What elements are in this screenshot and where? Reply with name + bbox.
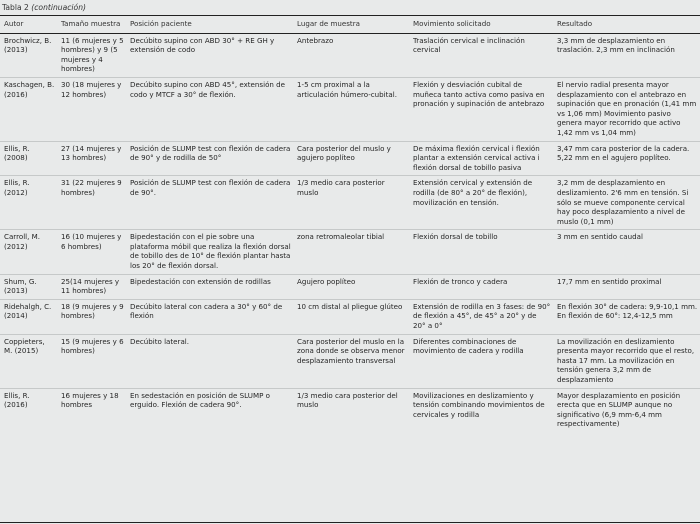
cell-position: En sedestación en posición de SLUMP o erguido. Flexión de cadera 90°. — [130, 390, 270, 410]
cell-position: Posición de SLUMP test con flexión de cadera de 90°. — [130, 178, 291, 197]
table-row — [0, 299, 700, 334]
cell-sample: 30 (18 mujeres y 12 hombres) — [61, 79, 122, 99]
cell-movement: Diferentes combinaciones de movimiento de cadera y rodilla — [413, 336, 524, 356]
cell-position: Bipedestación con extensión de rodillas — [130, 276, 271, 286]
cell-result: 3,2 mm de desplazamiento en deslizamiento. 2'6 mm en tensión. Si sólo se mueve componente cervical hay poco desplazamiento a nivel de muslo (0,1 mm) — [557, 178, 689, 226]
cell-site: Antebrazo — [297, 35, 334, 45]
cell-sample: 18 (9 mujeres y 9 hombres) — [61, 301, 124, 321]
table-body — [0, 33, 700, 432]
table-row — [0, 176, 700, 230]
cell-result: 17,7 mm en sentido proximal — [557, 276, 662, 286]
cell-position: Decúbito supino con ABD 45°, extensión de codo y MTCF a 30° de flexión. — [130, 79, 286, 99]
top-rule — [0, 15, 700, 16]
header-result: Resultado — [557, 19, 593, 28]
cell-author: Ridehalgh, C. (2014) — [4, 301, 52, 321]
table-row — [0, 230, 700, 274]
cell-sample: 15 (9 mujeres y 6 hombres) — [61, 336, 124, 356]
cell-sample: 25(14 mujeres y 11 hombres) — [61, 276, 120, 296]
table-row — [0, 274, 700, 299]
table-row — [0, 141, 700, 176]
table-row — [0, 33, 700, 77]
cell-movement: De máxima flexión cervical i flexión plantar a extensión cervical activa i flexión dorsal de tobillo pasiva — [413, 143, 540, 172]
cell-result: En flexión 30° de cadera: 9,9-10,1 mm. En flexión de 60°: 12,4-12,5 mm — [557, 301, 698, 321]
cell-movement: Flexión y desviación cubital de muñeca tanto activa como pasiva en pronación y supinación de antebrazo — [413, 79, 545, 109]
cell-site: Agujero poplíteo — [297, 276, 356, 286]
cell-author: Kaschagen, B. (2016) — [4, 79, 55, 99]
cell-author: Ellis, R. (2008) — [4, 143, 30, 163]
header-sample: Tamaño muestra — [61, 19, 121, 28]
cell-result: Mayor desplazamiento en posición erecta que en SLUMP aunque no significativo (6,9 mm-6,4 mm respectivamente) — [557, 390, 681, 429]
bottom-rule — [0, 522, 700, 523]
table-continuation: (continuación) — [31, 3, 86, 12]
cell-movement: Movilizaciones en deslizamiento y tensión combinando movimientos de cervicales y rodilla — [413, 390, 545, 419]
cell-author: Ellis, R. (2016) — [4, 390, 30, 410]
cell-movement: Extensión de rodilla en 3 fases: de 90° de flexión a 45°, de 45° a 20° y de 20° a 0° — [413, 301, 551, 331]
cell-sample: 11 (6 mujeres y 5 hombres) y 9 (5 mujeres y 4 hombres) — [61, 35, 124, 74]
cell-author: Shum, G. (2013) — [4, 276, 37, 296]
cell-position: Bipedestación con el pie sobre una plataforma móbil que realiza la flexión dorsal de tobillo des de 10° de flexión plantar hasta los 20° de flexión dorsal. — [130, 232, 291, 271]
table-row — [0, 388, 700, 432]
header-position: Posición paciente — [130, 19, 192, 28]
cell-movement: Traslación cervical e inclinación cervical — [413, 35, 525, 55]
cell-site: 1/3 medio cara posterior muslo — [297, 178, 385, 197]
cell-author: Carroll, M. (2012) — [4, 232, 41, 251]
results-table — [0, 17, 700, 432]
header-site: Lugar de muestra — [297, 19, 360, 28]
cell-site: Cara posterior del muslo y agujero poplíteo — [297, 143, 391, 163]
cell-site: 1-5 cm proximal a la articulación húmero-cubital. — [297, 79, 397, 99]
cell-position: Posición de SLUMP test con flexión de cadera de 90° y de rodilla de 50° — [130, 143, 291, 163]
header-author: Autor — [4, 19, 24, 28]
cell-result: 3 mm en sentido caudal — [557, 232, 643, 242]
table-header-row — [0, 17, 700, 33]
cell-position: Decúbito lateral con cadera a 30° y 60° de flexión — [130, 301, 283, 321]
cell-author: Coppieters, M. (2015) — [4, 336, 45, 356]
cell-site: Cara posterior del muslo en la zona donde se observa menor desplazamiento transversal — [297, 336, 405, 365]
header-movement: Movimiento solicitado — [413, 19, 491, 28]
cell-site: 1/3 medio cara posterior del muslo — [297, 390, 398, 410]
cell-movement: Flexión dorsal de tobillo — [413, 232, 498, 242]
cell-movement: Flexión de tronco y cadera — [413, 276, 508, 286]
cell-result: 3,47 mm cara posterior de la cadera. 5,22 mm en el agujero poplíteo. — [557, 143, 690, 163]
cell-author: Ellis, R. (2012) — [4, 178, 30, 197]
cell-sample: 27 (14 mujeres y 13 hombres) — [61, 143, 122, 163]
cell-result: El nervio radial presenta mayor desplazamiento con el antebrazo en supinación que en pronación (1,41 mm vs 1,06 mm) Movimiento pasivo genera mayor recorrido que activo 1,42 mm vs 1,04 mm) — [557, 79, 697, 137]
cell-site: 10 cm distal al pliegue glúteo — [297, 301, 403, 311]
cell-result: La movilización en deslizamiento presenta mayor recorrido que el resto, hasta 17 mm. La movilización en tensión genera 3,2 mm de desplazamiento — [557, 336, 695, 384]
table-row — [0, 77, 700, 141]
cell-sample: 16 (10 mujeres y 6 hombres) — [61, 232, 122, 251]
cell-site: zona retromaleolar tibial — [297, 232, 385, 242]
cell-movement: Extensión cervical y extensión de rodilla (de 80° a 20° de flexión), movilización en tensión. — [413, 178, 533, 207]
table-label: Tabla 2 — [2, 3, 29, 12]
cell-position: Decúbito supino con ABD 30° + RE GH y extensión de codo — [130, 35, 275, 55]
cell-position: Decúbito lateral. — [130, 336, 190, 346]
cell-author: Brochwicz, B. (2013) — [4, 35, 52, 55]
table-caption — [2, 3, 86, 13]
table-row — [0, 334, 700, 388]
cell-result: 3,3 mm de desplazamiento en traslación. 2,3 mm en inclinación — [557, 35, 675, 55]
cell-sample: 31 (22 mujeres 9 hombres) — [61, 178, 122, 197]
cell-sample: 16 mujeres y 18 hombres — [61, 390, 119, 410]
